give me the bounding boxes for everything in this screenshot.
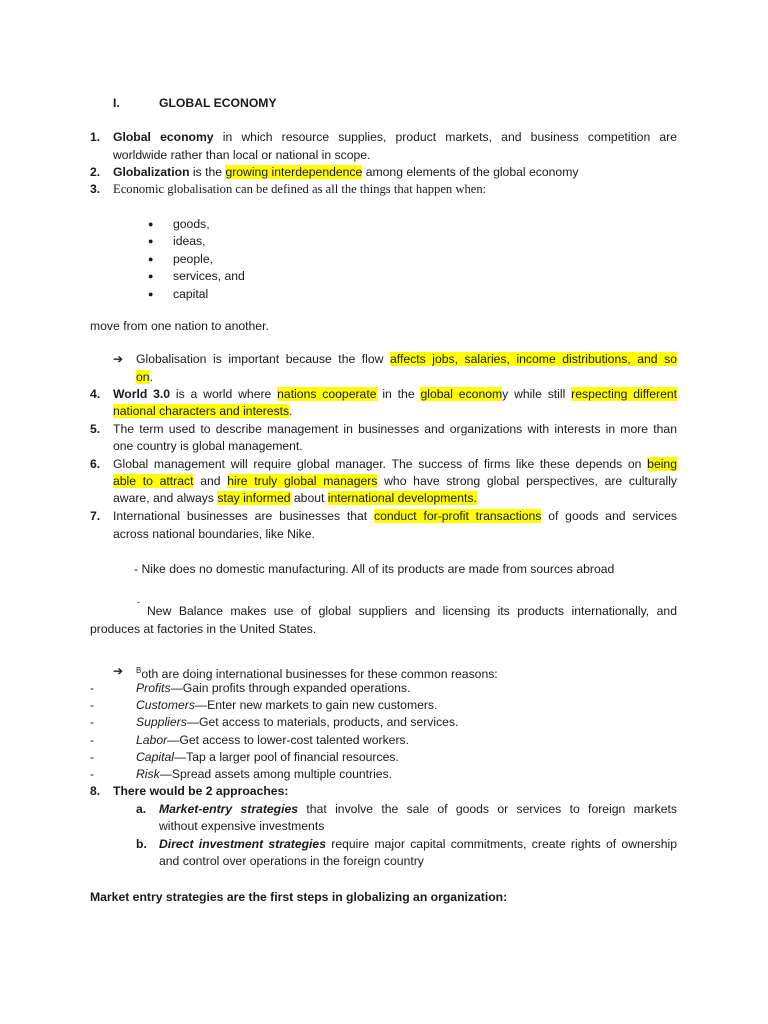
- drop-letter: B: [136, 666, 142, 675]
- arrow-1-line-1: [136, 351, 677, 367]
- highlight: hire truly global managers: [227, 474, 378, 488]
- reason-item: [136, 749, 399, 765]
- item-6-text: who have strong global perspectives, are culturally: [384, 474, 677, 488]
- highlight: nations cooperate: [277, 387, 377, 401]
- arrow-1-line-2: [136, 369, 153, 385]
- bullet-item: capital: [173, 287, 209, 301]
- sub-item-marker: a.: [136, 802, 147, 816]
- section-title: GLOBAL ECONOMY: [159, 96, 277, 110]
- nb-mark: -: [137, 597, 140, 607]
- item-2-text: is the: [192, 165, 223, 179]
- bullet-item: goods,: [173, 217, 210, 231]
- bullet-icon: ●: [148, 254, 154, 264]
- item-number: 6.: [90, 457, 101, 471]
- item-8-line: There would be 2 approaches:: [113, 784, 289, 798]
- dash-marker: -: [90, 767, 95, 781]
- dash-marker: -: [90, 750, 95, 764]
- reason-text: —Tap a larger pool of financial resources.: [173, 750, 399, 764]
- item-number: 1.: [90, 130, 101, 144]
- reason-term: Capital: [136, 750, 174, 764]
- highlight: global econom: [420, 387, 503, 401]
- sub-item-b-line-1: [159, 836, 677, 852]
- highlight: respecting different: [571, 387, 678, 401]
- highlight: able to attract: [113, 474, 194, 488]
- item-4-line-1: [113, 386, 677, 402]
- item-6-text: aware, and always: [113, 491, 214, 505]
- bullet-item: ideas,: [173, 234, 206, 248]
- sub-item-a-line-1: [159, 801, 677, 817]
- item-number: 3.: [90, 182, 101, 196]
- reason-text: —Spread assets among multiple countries.: [159, 767, 393, 781]
- nb-line-1: New Balance makes use of global suppliers and licensing its products internationally, and: [147, 604, 677, 618]
- item-2-text: among elements of the global economy: [365, 165, 579, 179]
- bullet-item: people,: [173, 252, 213, 266]
- item-7-line-1: [113, 508, 677, 524]
- term-world-3: World 3.0: [113, 387, 171, 401]
- nb-line-2: produces at factories in the United States.: [90, 622, 317, 636]
- sub-item-a-line-2: without expensive investments: [159, 819, 325, 833]
- dash-marker: -: [90, 733, 95, 747]
- item-2-line: [113, 164, 578, 180]
- item-5-line-2: one country is global management.: [113, 439, 303, 453]
- reason-item: [136, 732, 409, 748]
- reason-text: —Gain profits through expanded operations.: [170, 681, 411, 695]
- item-6-line-3: [113, 490, 477, 506]
- item-4-text: in the: [382, 387, 415, 401]
- item-5-line-1: The term used to describe management in businesses and organizations with interests in more than: [113, 422, 677, 436]
- nike-example: - Nike does no domestic manufacturing. All of its products are made from sources abroad: [134, 562, 615, 576]
- item-6-text: and: [200, 474, 221, 488]
- item-number: 2.: [90, 165, 101, 179]
- highlight: growing interdependence: [225, 165, 363, 179]
- item-1-line-1: [113, 129, 677, 145]
- highlight: affects jobs, salaries, income distributions, and so: [390, 352, 677, 366]
- arrow-right-icon: ➔: [113, 664, 124, 678]
- arrow-1-text: Globalisation is important because the flow: [136, 352, 384, 366]
- term-global-economy: Global economy: [113, 130, 214, 144]
- reason-item: [136, 766, 392, 782]
- bullet-icon: ●: [148, 289, 154, 299]
- item-6-text: Global management will require global manager. The success of firms like these depends on: [113, 457, 642, 471]
- dash-marker: -: [90, 698, 95, 712]
- term-direct-investment: Direct investment strategies: [159, 837, 326, 851]
- bullet-icon: ●: [148, 219, 154, 229]
- item-4-text: is a world where: [175, 387, 272, 401]
- arrow-2-text: oth are doing international businesses for these common reasons:: [141, 667, 498, 681]
- item-1-text: in which resource supplies, product markets, and business competition are: [222, 130, 678, 144]
- item-6-text: about: [293, 491, 325, 505]
- bullet-icon: ●: [148, 271, 154, 281]
- item-4-end: .: [289, 404, 293, 418]
- item-1-line-2: worldwide rather than local or national in scope.: [113, 148, 371, 162]
- move-line: move from one nation to another.: [90, 319, 269, 333]
- reason-text: —Enter new markets to gain new customers.: [194, 698, 438, 712]
- highlight: being: [647, 457, 677, 471]
- term-market-entry: Market-entry strategies: [159, 802, 299, 816]
- reason-text: —Get access to materials, products, and services.: [186, 715, 459, 729]
- term-globalization: Globalization: [113, 165, 190, 179]
- reason-item: [136, 697, 437, 713]
- arrow-1-end: .: [149, 370, 153, 384]
- dash-marker: -: [90, 681, 95, 695]
- bullet-item: services, and: [173, 269, 245, 283]
- highlight: stay informed: [217, 491, 291, 505]
- reason-term: Suppliers: [136, 715, 187, 729]
- arrow-right-icon: ➔: [113, 352, 124, 366]
- item-number: 4.: [90, 387, 101, 401]
- reason-item: [136, 680, 410, 696]
- highlight: international developments.: [327, 491, 477, 505]
- reason-term: Profits: [136, 681, 171, 695]
- item-7-text: International businesses are businesses that: [113, 509, 368, 523]
- reason-term: Labor: [136, 733, 168, 747]
- item-4-line-2: [113, 403, 293, 419]
- sub-item-marker: b.: [136, 837, 147, 851]
- highlight: conduct for-profit transactions: [374, 509, 542, 523]
- reason-term: Customers: [136, 698, 195, 712]
- item-number: 8.: [90, 784, 101, 798]
- item-7-text: of goods and services: [548, 509, 678, 523]
- item-number: 5.: [90, 422, 101, 436]
- reason-term: Risk: [136, 767, 160, 781]
- reason-text: —Get access to lower-cost talented workers.: [167, 733, 409, 747]
- bullet-icon: ●: [148, 236, 154, 246]
- sub-item-b-line-2: and control over operations in the foreign country: [159, 854, 424, 868]
- item-6-line-2: [113, 473, 677, 489]
- item-3-line: Economic globalisation can be defined as all the things that happen when:: [113, 182, 487, 196]
- item-4-text: y while still: [502, 387, 566, 401]
- item-6-line-1: [113, 456, 677, 472]
- item-7-line-2: across national boundaries, like Nike.: [113, 527, 315, 541]
- highlight: on: [136, 370, 150, 384]
- sub-item-b-text: require major capital commitments, create rights of ownership: [331, 837, 677, 851]
- dash-marker: -: [90, 715, 95, 729]
- item-number: 7.: [90, 509, 101, 523]
- sub-item-a-text: that involve the sale of goods or services to foreign markets: [306, 802, 678, 816]
- section-numeral: I.: [113, 96, 120, 110]
- highlight: national characters and interests: [113, 404, 290, 418]
- closing-line: Market entry strategies are the first steps in globalizing an organization:: [90, 890, 508, 904]
- reason-item: [136, 714, 458, 730]
